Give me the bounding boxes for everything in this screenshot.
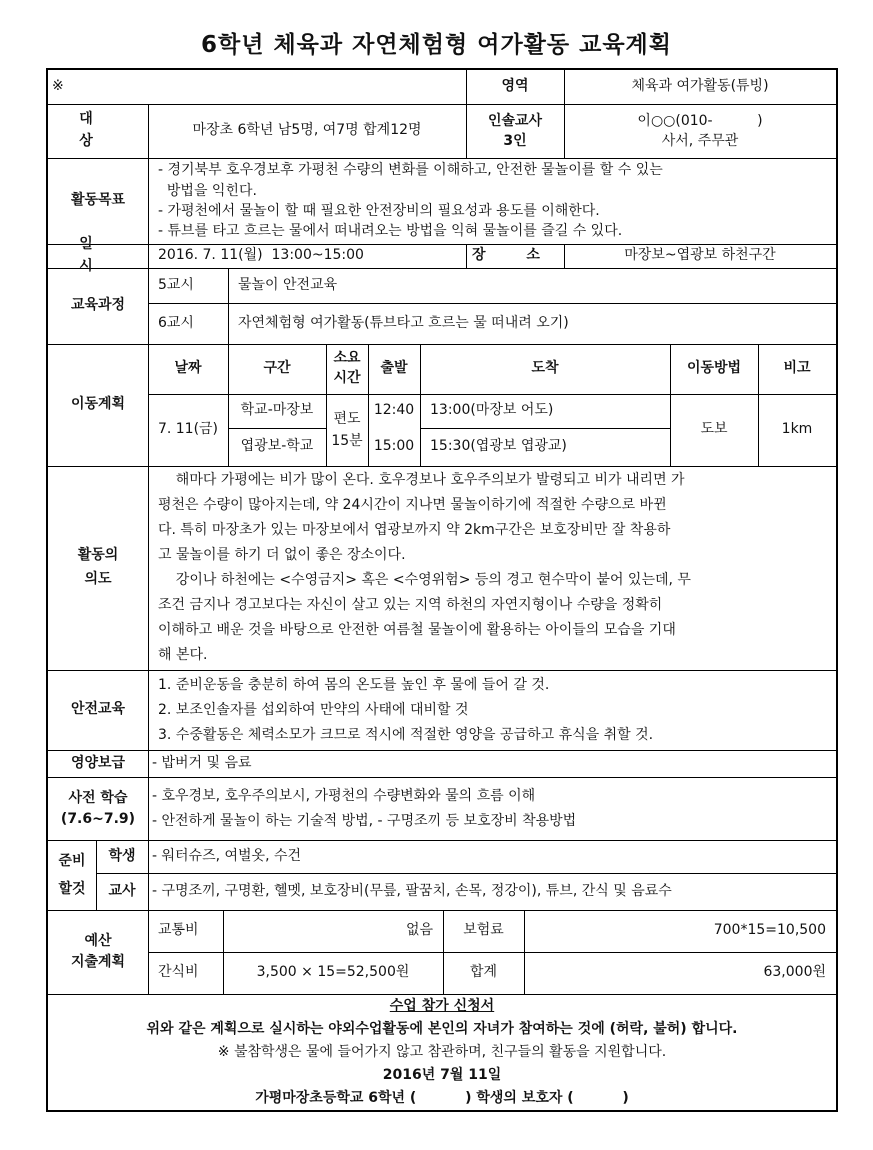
movement-section: 엽광보-학교 <box>240 438 314 455</box>
consent-note: ※ 불참학생은 물에 들어가지 않고 참관하며, 친구들의 활동을 지원합니다. <box>217 1043 667 1060</box>
curriculum-content: 물놀이 안전교육 <box>238 276 338 293</box>
document-title: 6학년 체육과 자연체험형 여가활동 교육계획 <box>201 32 672 58</box>
budget-insurance-value: 700*15=10,500 <box>713 922 826 939</box>
intent-line: 해 본다. <box>158 647 208 663</box>
budget-total-label: 합계 <box>469 964 498 981</box>
note-mark: ※ <box>52 78 64 95</box>
intent-line: 다. 특히 마장초가 있는 마장보에서 엽광보까지 약 2km구간은 보호장비만 잘 착용하 <box>158 522 671 538</box>
teacher-label: 인솔교사 3인 <box>487 112 543 149</box>
consent-text: 위와 같은 계획으로 실시하는 야외수업활동에 본인의 자녀가 참여하는 것에 (허락, 불허) 합니다. <box>146 1020 738 1037</box>
movement-header-note: 비고 <box>783 360 811 377</box>
movement-date: 7. 11(금) <box>157 421 219 438</box>
schedule-label: 일 시 <box>79 236 117 274</box>
movement-header-depart: 출발 <box>380 360 408 377</box>
budget-transport-label: 교통비 <box>158 922 199 939</box>
curriculum-period: 5교시 <box>158 276 194 293</box>
teacher-value: 이○○(010- ) 사서, 주무관 <box>637 112 763 149</box>
prepare-student-value: - 워터슈즈, 여벌옷, 수건 <box>152 847 302 864</box>
prepare-student-label: 학생 <box>108 847 136 864</box>
movement-depart: 15:00 <box>373 438 415 455</box>
intent-line: 강이나 하천에는 <수영금지> 혹은 <수영위험> 등의 경고 현수막이 붙어 있는데, 무 <box>158 572 691 588</box>
area-value: 체육과 여가활동(튜빙) <box>631 78 769 95</box>
nutrition-label: 영양보급 <box>70 754 126 771</box>
curriculum-period: 6교시 <box>158 314 194 331</box>
goal-line: 방법을 익힌다. <box>158 182 257 199</box>
form-title: 수업 참가 신청서 <box>389 997 495 1014</box>
movement-header-section: 구간 <box>263 360 291 377</box>
safety-line: 2. 보조인솔자를 섭외하여 만약의 사태에 대비할 것 <box>158 701 469 718</box>
prepare-teacher-label: 교사 <box>108 882 136 899</box>
goals-label: 활동목표 <box>70 192 126 209</box>
safety-label: 안전교육 <box>70 701 126 718</box>
prestudy-line: - 안전하게 물놀이 하는 기술적 방법, - 구명조끼 등 보호장비 착용방법 <box>152 812 577 829</box>
intent-line: 해마다 가평에는 비가 많이 온다. 호우경보나 호우주의보가 발령되고 비가 내리면 가 <box>158 472 685 488</box>
movement-header-date: 날짜 <box>174 360 202 377</box>
budget-snack-value: 3,500 × 15=52,500원 <box>256 964 410 981</box>
intent-line: 이해하고 배운 것을 바탕으로 안전한 여름철 물놀이에 활용하는 아이들의 모습을 기대 <box>158 622 676 638</box>
target-label: 대 상 <box>79 111 117 149</box>
movement-arrive: 13:00(마장보 어도) <box>430 402 554 419</box>
budget-label: 예산 지출계획 <box>70 933 126 970</box>
movement-duration: 편도 15분 <box>331 410 363 449</box>
movement-note: 1km <box>781 421 813 438</box>
place-value: 마장보~엽광보 하천구간 <box>624 247 776 264</box>
goals-list <box>148 158 836 244</box>
target-value: 마장초 6학년 남5명, 여7명 합계12명 <box>192 122 422 139</box>
prepare-label: 준비 할것 <box>58 853 86 897</box>
consent-form <box>48 994 836 1110</box>
consent-date: 2016년 7월 11일 <box>382 1066 502 1083</box>
movement-depart: 12:40 <box>373 402 415 419</box>
movement-header-arrive: 도착 <box>531 360 559 377</box>
prestudy-list <box>148 777 836 840</box>
curriculum-content: 자연체험형 여가활동(튜브타고 흐르는 물 떠내려 오기) <box>238 314 569 331</box>
intent-line: 고 물놀이를 하기 더 없이 좋은 장소이다. <box>158 547 406 563</box>
movement-arrive: 15:30(엽광보 엽광교) <box>430 438 567 455</box>
place-label: 장 소 <box>472 247 558 264</box>
intent-text <box>148 466 836 670</box>
goal-line: - 경기북부 호우경보후 가평천 수량의 변화를 이해하고, 안전한 물놀이를 할 수 있는 <box>158 162 663 179</box>
prepare-teacher-value: - 구명조끼, 구명환, 헬멧, 보호장비(무릎, 팔꿈치, 손목, 정강이), 튜브, 간식 및 음료수 <box>152 882 672 899</box>
prestudy-line: - 호우경보, 호우주의보시, 가평천의 수량변화와 물의 흐름 이해 <box>152 787 536 804</box>
movement-header-method: 이동방법 <box>686 360 742 377</box>
safety-line: 1. 준비운동을 충분히 하여 몸의 온도를 높인 후 물에 들어 갈 것. <box>158 676 550 693</box>
movement-section: 학교-마장보 <box>240 402 314 419</box>
intent-line: 조건 금지나 경고보다는 자신이 살고 있는 지역 하천의 자연지형이나 수량을 정확히 <box>158 597 663 613</box>
nutrition-value: - 밥버거 및 음료 <box>152 754 252 771</box>
prestudy-label: 사전 학습 (7.6~7.9) <box>60 789 136 827</box>
budget-transport-value: 없음 <box>405 922 433 939</box>
schedule-value: 2016. 7. 11(월) 13:00~15:00 <box>158 247 364 264</box>
curriculum-label: 교육과정 <box>70 297 126 314</box>
signature-line: 가평마장초등학교 6학년 ( ) 학생의 보호자 ( ) <box>255 1089 629 1106</box>
movement-header-time: 소요 시간 <box>333 350 361 386</box>
movement-label: 이동계획 <box>70 396 126 413</box>
budget-snack-label: 간식비 <box>158 964 199 981</box>
area-label: 영역 <box>501 78 529 95</box>
intent-line: 평천은 수량이 많아지는데, 약 24시간이 지나면 물놀이하기에 적절한 수량으로 바뀐 <box>158 497 667 513</box>
safety-line: 3. 수중활동은 체력소모가 크므로 적시에 적절한 영양을 공급하고 휴식을 취할 것. <box>158 726 654 743</box>
safety-list <box>148 670 836 750</box>
goal-line: - 튜브를 타고 흐르는 물에서 떠내려오는 방법을 익혀 물놀이를 즐길 수 있다. <box>158 223 623 240</box>
plan-table <box>46 68 838 1112</box>
budget-total-value: 63,000원 <box>763 964 826 981</box>
movement-method: 도보 <box>700 421 728 438</box>
intent-label: 활동의 의도 <box>77 547 119 587</box>
budget-insurance-label: 보험료 <box>463 922 504 939</box>
goal-line: - 가평천에서 물놀이 할 때 필요한 안전장비의 필요성과 용도를 이해한다. <box>158 203 600 219</box>
